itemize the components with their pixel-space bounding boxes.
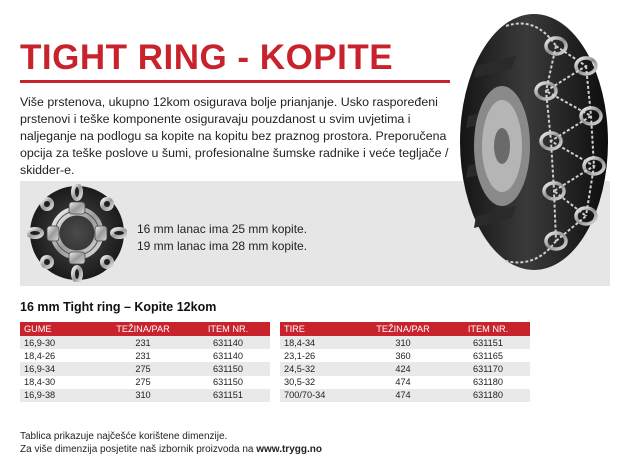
table-row	[20, 349, 270, 362]
table-row	[20, 362, 270, 375]
table-cell: 474	[360, 376, 446, 389]
chain-spec-text	[137, 221, 307, 255]
table-cell: 30,5-32	[280, 376, 360, 389]
spec-table-right	[280, 322, 530, 402]
table-cell: 18,4-26	[20, 349, 100, 362]
chain-ring-closeup-image	[27, 184, 127, 282]
table-cell: 631165	[446, 349, 530, 362]
table-cell: 700/70-34	[280, 389, 360, 402]
table-row	[280, 349, 530, 362]
table-cell: 631140	[186, 336, 270, 349]
table-cell: 310	[100, 389, 186, 402]
table-cell: 631151	[446, 336, 530, 349]
intro-paragraph: Više prstenova, ukupno 12kom osigurava bolje prianjanje. Usko raspoređeni prstenovi i teške komponente osiguravaju pouzdanost u svim uvjetima i naljeganje na podlogu sa kopite na kopitu bez praznog prostora. Preporučena opcija za teške poslove u šumi, profesionalne šumske radnike i veće tegljače / skidder-e.	[20, 95, 449, 177]
table-cell: 231	[100, 349, 186, 362]
table-cell: 631180	[446, 389, 530, 402]
table-row	[20, 376, 270, 389]
column-header: GUME	[20, 322, 100, 336]
table-cell: 16,9-34	[20, 362, 100, 375]
table-header-row	[20, 322, 270, 336]
spec-line-19mm: 19 mm lanac ima 28 mm kopite.	[137, 239, 308, 253]
table-cell: 16,9-38	[20, 389, 100, 402]
table-cell: 18,4-34	[280, 336, 360, 349]
table-cell: 23,1-26	[280, 349, 360, 362]
table-row	[280, 362, 530, 375]
section-heading: 16 mm Tight ring – Kopite 12kom	[20, 300, 217, 314]
table-cell: 631150	[186, 362, 270, 375]
table-cell: 631180	[446, 376, 530, 389]
website-link[interactable]: www.trygg.no	[256, 444, 322, 455]
title-underline	[20, 80, 450, 83]
footnote-line-1: Tablica prikazuje najčešće korištene dimenzije.	[20, 431, 228, 442]
table-cell: 18,4-30	[20, 376, 100, 389]
table-cell: 360	[360, 349, 446, 362]
table-cell: 631170	[446, 362, 530, 375]
table-row	[20, 336, 270, 349]
table-cell: 275	[100, 362, 186, 375]
spec-line-16mm: 16 mm lanac ima 25 mm kopite.	[137, 222, 308, 236]
table-cell: 631151	[186, 389, 270, 402]
column-header: TIRE	[280, 322, 360, 336]
table-row	[20, 389, 270, 402]
footnote	[20, 430, 322, 456]
table-cell: 16,9-30	[20, 336, 100, 349]
table-row	[280, 336, 530, 349]
table-cell: 24,5-32	[280, 362, 360, 375]
page-title: TIGHT RING - KOPITE	[20, 38, 394, 77]
table-cell: 631150	[186, 376, 270, 389]
table-cell: 631140	[186, 349, 270, 362]
column-header: TEŽINA/PAR	[100, 322, 186, 336]
column-header: ITEM NR.	[186, 322, 270, 336]
tire-with-chain-image	[446, 6, 618, 278]
table-cell: 424	[360, 362, 446, 375]
table-row	[280, 376, 530, 389]
table-cell: 310	[360, 336, 446, 349]
table-cell: 275	[100, 376, 186, 389]
column-header: ITEM NR.	[446, 322, 530, 336]
table-header-row	[280, 322, 530, 336]
footnote-line-2	[20, 443, 322, 456]
footnote-prefix: Za više dimenzija posjetite naš izbornik proizvoda na	[20, 444, 254, 455]
table-cell: 231	[100, 336, 186, 349]
column-header: TEŽINA/PAR	[360, 322, 446, 336]
spec-table-left	[20, 322, 270, 402]
table-cell: 474	[360, 389, 446, 402]
table-row	[280, 389, 530, 402]
